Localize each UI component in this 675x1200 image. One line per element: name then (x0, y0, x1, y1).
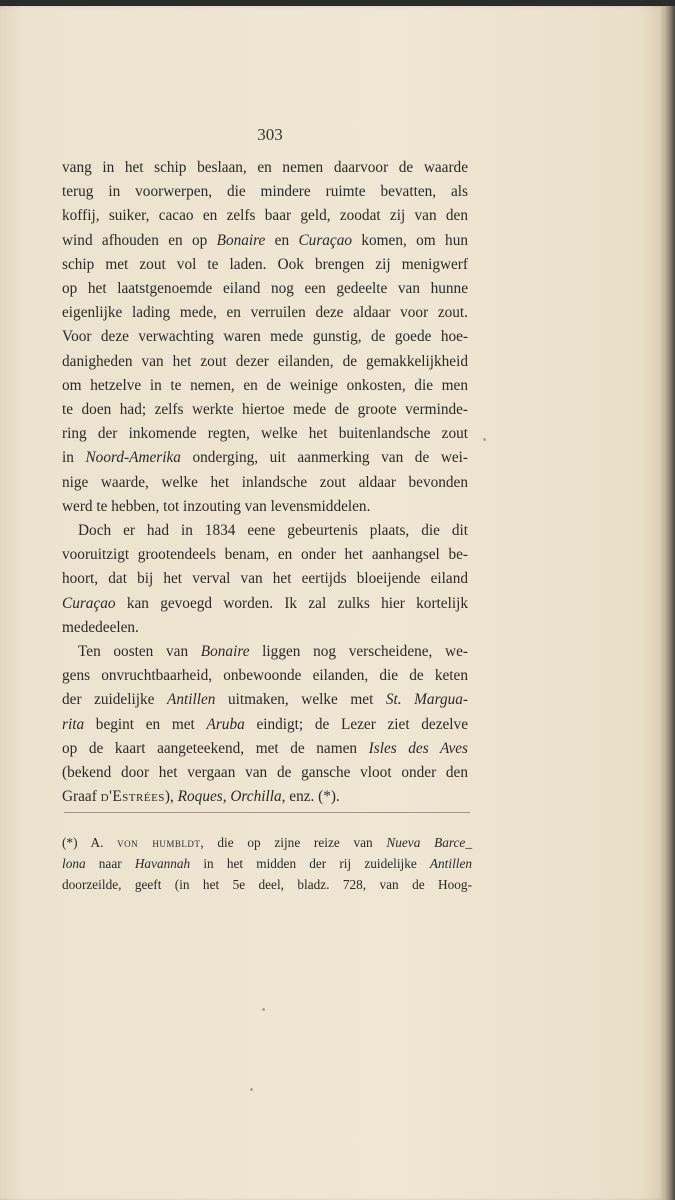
place-name-curacao: Curaçao (298, 231, 353, 249)
text-line (62, 640, 468, 664)
text-line: hoort, dat bij het verval van het eertijds bloeijende eiland (62, 570, 468, 588)
text-line: (bekend door het vergaan van de gansche vloot onder den (62, 764, 468, 782)
text-line (62, 229, 468, 253)
text-line: danigheden van het zout dezer eilanden, de gemakkelijkheid (62, 352, 468, 370)
text-run: naar (85, 856, 135, 871)
text-run: en (265, 231, 299, 249)
text-line (62, 688, 468, 712)
text-line: om hetzelve in te nemen, en de weinige onkosten, die men (62, 376, 468, 394)
paper-speck (250, 1088, 253, 1091)
text-line: Doch er had in 1834 eene gebeurtenis plaats, die dit (78, 522, 468, 540)
footnote (62, 832, 472, 895)
text-line (62, 737, 468, 761)
text-run: , (222, 788, 231, 806)
place-name-isles-des-aves: Isles des Aves (368, 739, 469, 757)
text-line: werd te hebben, tot inzouting van levensmiddelen. (62, 497, 371, 515)
person-name-von-humboldt: von humbldt (117, 835, 201, 850)
place-name-bonaire: Bonaire (216, 231, 266, 249)
place-name-antillen: Antillen (166, 691, 216, 709)
place-name-curacao: Curaçao (62, 594, 116, 612)
text-line: schip met zout vol te laden. Ook brengen zij menigwerf (62, 255, 468, 273)
footnote-line (62, 853, 472, 874)
text-run: ), (164, 788, 178, 806)
text-run: Graaf (62, 788, 101, 806)
text-run: op de kaart aangeteekend, met de namen (62, 739, 369, 757)
text-run: komen, om hun (352, 231, 468, 249)
place-name-st-marguarita: St. Margua- (385, 691, 468, 709)
page-number: 303 (257, 125, 283, 144)
place-name-nueva-barcelona: Nueva Barce_ (386, 835, 472, 850)
paragraph-2 (62, 519, 468, 640)
place-name-havannah: Havannah (134, 856, 191, 871)
text-run: uitmaken, welke met (215, 691, 386, 709)
text-line (62, 446, 468, 470)
text-line (62, 713, 468, 737)
text-run: liggen nog verscheidene, we- (249, 643, 468, 661)
text-line: koffij, suiker, cacao en zelfs baar geld, zoodat zij van den (62, 207, 468, 225)
footnote-line: doorzeilde, geeft (in het 5e deel, bladz. 728, van de Hoog- (62, 877, 472, 892)
paper-speck (262, 1008, 265, 1011)
text-run: (*) A. (62, 835, 118, 850)
place-name-antillen: Antillen (429, 856, 473, 871)
text-run: , die op zijne reize van (200, 835, 387, 850)
place-name-orchilla: Orchilla (230, 788, 282, 806)
body-text (62, 156, 468, 809)
footnote-divider (64, 812, 470, 813)
text-line: nige waarde, welke het inlandsche zout aldaar bevonden (62, 473, 468, 491)
text-run: Ten oosten van (78, 643, 201, 661)
text-line: vang in het schip beslaan, en nemen daarvoor de waarde (62, 159, 468, 176)
text-run: , enz. (*). (281, 788, 340, 806)
text-run: der zuidelijke (62, 691, 167, 709)
place-name-st-marguarita: rita (62, 715, 85, 733)
place-name-nueva-barcelona: lona (62, 856, 86, 871)
text-run: kan gevoegd worden. Ik zal zulks hier kortelijk (115, 594, 468, 612)
text-line: mededeelen. (62, 618, 139, 636)
footnote-line (62, 832, 472, 853)
text-run: onderging, uit aanmerking van de wei- (180, 449, 468, 467)
place-name-roques: Roques (177, 788, 223, 806)
text-line: eigenlijke lading mede, en verruilen deze aldaar voor zout. (62, 304, 468, 322)
text-line (62, 592, 468, 616)
text-line: terug in voorwerpen, die mindere ruimte bevatten, als (62, 183, 468, 201)
paragraph-3 (62, 640, 468, 809)
place-name-noord-amerika: Noord-Amerika (85, 449, 181, 467)
page-edge-shadow (664, 6, 675, 1200)
paper-speck (483, 438, 486, 441)
text-line: ring der inkomende regten, welke het buitenlandsche zout (62, 425, 468, 443)
text-line: vooruitzigt grootendeels benam, en onder het aanhangsel be- (62, 546, 468, 564)
person-name-destrees: d'Estrées (100, 788, 165, 806)
text-line: gens onvruchtbaarheid, onbewoonde eilanden, die de keten (62, 667, 468, 685)
text-run: in (62, 449, 86, 467)
text-run: eindigt; de Lezer ziet dezelve (244, 715, 468, 733)
place-name-aruba: Aruba (206, 715, 245, 733)
text-run: begint en met (84, 715, 207, 733)
paragraph-1 (62, 156, 468, 519)
place-name-bonaire: Bonaire (200, 643, 250, 661)
text-line (62, 785, 468, 809)
text-line: te doen had; zelfs werkte hiertoe mede de groote verminde- (62, 401, 468, 419)
text-line: Voor deze verwachting waren mede gunstig, de goede hoe- (62, 328, 468, 346)
text-run: wind afhouden en op (62, 231, 217, 249)
text-run: in het midden der rij zuidelijke (190, 856, 430, 871)
text-line: op het laatstgenoemde eiland nog een gedeelte van hunne (62, 280, 468, 298)
